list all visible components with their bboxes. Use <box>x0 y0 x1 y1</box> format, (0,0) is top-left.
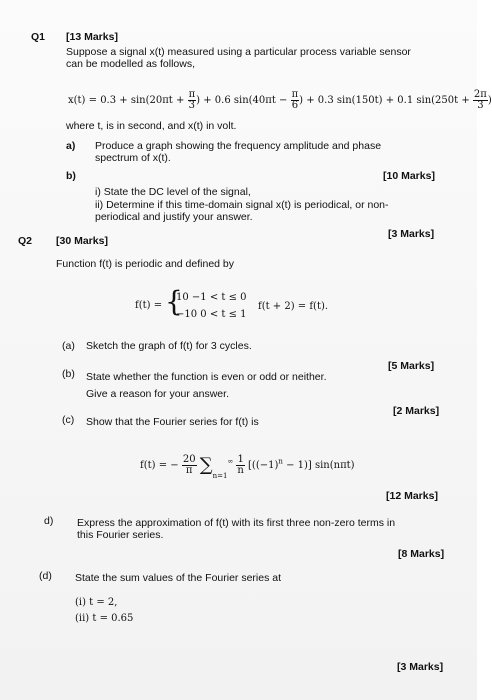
q1-where: where t, is in second, and x(t) in volt. <box>66 120 237 132</box>
piecewise-line1: 10 −1 < t ≤ 0 <box>176 292 247 303</box>
piecewise-line2: −10 0 < t ≤ 1 <box>176 309 247 320</box>
q1b-ii-line2: periodical and justify your answer. <box>95 211 253 223</box>
fourier-series-formula: f(t) = − $\frac{20}{\pi}$ $\sum_{n=1}^\infty$ $\frac{1}{n}$ $[((-1)^n - 1)]$ sin(nπt) <box>140 454 355 480</box>
q2-marks: [30 Marks] <box>56 235 108 247</box>
q1-intro-line1: Suppose a signal x(t) measured using a particular process variable sensor <box>66 46 411 58</box>
q2d-label: d) <box>44 515 54 527</box>
q1a-line1: Produce a graph showing the frequency amplitude and phase <box>95 140 382 152</box>
q2c-text: Show that the Fourier series for f(t) is <box>86 416 259 428</box>
q1b-marks: [3 Marks] <box>388 228 435 240</box>
q1-intro-line2: can be modelled as follows, <box>66 58 195 70</box>
q1b-i: i) State the DC level of the signal, <box>95 186 251 198</box>
q2c-label: (c) <box>62 414 75 426</box>
periodic-condition: f(t + 2) = f(t). <box>258 301 329 312</box>
q2-label: Q2 <box>18 235 33 247</box>
q1-label: Q1 <box>31 31 46 43</box>
q2e-label: (d) <box>39 570 52 582</box>
q1a-line2: spectrum of x(t). <box>95 152 171 164</box>
q1b-ii-line1: ii) Determine if this time-domain signal x(t) is periodical, or non- <box>95 199 389 211</box>
q2a-marks: [5 Marks] <box>388 360 435 372</box>
q1-marks: [13 Marks] <box>66 31 118 43</box>
q2a-label: (a) <box>62 340 75 352</box>
piecewise-brace: { <box>165 285 183 318</box>
q2b-line2: Give a reason for your answer. <box>86 388 229 400</box>
q2d-line1: Express the approximation of f(t) with its first three non-zero terms in <box>77 517 396 529</box>
q2b-label: (b) <box>62 368 75 380</box>
q2b-line1: State whether the function is even or odd or neither. <box>86 371 327 383</box>
piecewise-lhs: f(t) = <box>135 300 163 311</box>
q2e-i: (i) t = 2, <box>75 597 118 608</box>
q2e-text: State the sum values of the Fourier series at <box>75 572 282 584</box>
q2e-marks: [3 Marks] <box>397 661 444 673</box>
q2d-line2: this Fourier series. <box>77 529 164 541</box>
q2d-marks: [8 Marks] <box>398 548 445 560</box>
q1b-label: b) <box>66 170 76 182</box>
q2e-ii: (ii) t = 0.65 <box>75 613 134 624</box>
q2c-marks: [12 Marks] <box>386 490 438 502</box>
q1-equation: x(t) = 0.3 + sin(20πt + $\frac{\pi}{3}$ ) + 0.6 sin(40πt − $\frac{\pi}{6}$ ) + 0.3 sin(150t) + 0.1 sin(250t + $\frac{2\pi}{3}$ ) <box>68 89 492 111</box>
q1a-marks: [10 Marks] <box>383 170 435 182</box>
q2-intro: Function f(t) is periodic and defined by <box>56 258 235 270</box>
q1a-label: a) <box>66 140 76 152</box>
q2a-text: Sketch the graph of f(t) for 3 cycles. <box>86 340 252 352</box>
q2b-marks: [2 Marks] <box>393 405 440 417</box>
